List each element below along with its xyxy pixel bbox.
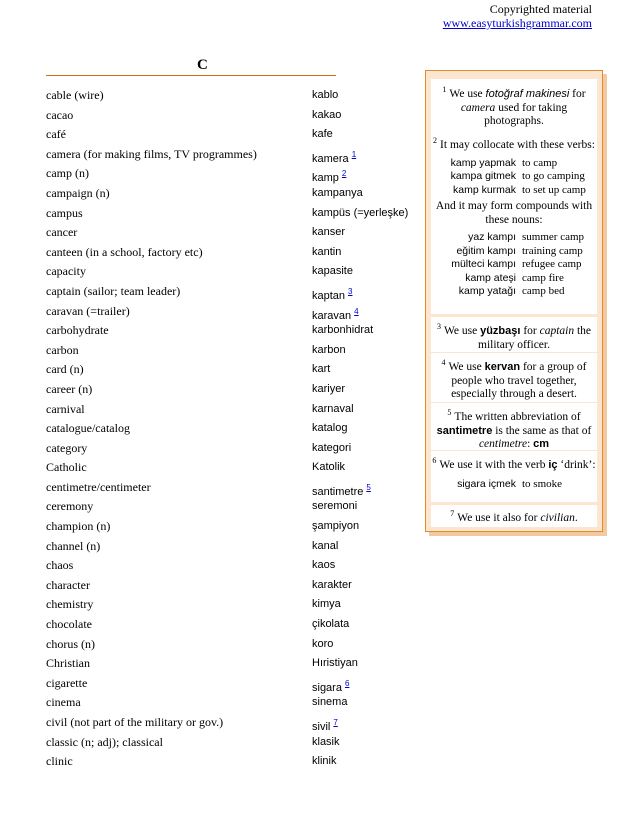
turkish-phrase: kamp ateşi [465,271,516,284]
footnote-link[interactable]: 6 [344,678,350,688]
turkish-phrase: kamp yapmak [450,156,516,169]
english-term: champion (n) [46,519,111,534]
vocab-row [46,674,416,694]
english-term: card (n) [46,362,84,377]
english-phrase: camp fire [522,271,564,284]
turkish-term: kafe [312,128,333,141]
english-term: chaos [46,558,74,573]
vocab-row [46,243,416,263]
vocab-row [46,125,416,145]
vocab-row [46,517,416,537]
vocab-row [46,439,416,459]
turkish-term: sigara $^6$ [312,678,350,694]
footnote-link[interactable]: 5 [366,482,371,492]
english-phrase: training camp [522,244,583,257]
english-term: catalogue/catalog [46,421,130,436]
turkish-term: kariyer [312,382,346,395]
footnote-link[interactable]: 4 [354,306,359,316]
turkish-phrase: kamp yatağı [458,285,516,297]
turkish-term: kapasite [312,265,353,278]
english-term: career (n) [46,381,93,396]
turkish-term: kamp $^2$ [312,169,347,185]
footnote-link[interactable]: 3 [348,286,353,296]
vocab-row [46,341,416,361]
phrase-pair [431,285,597,299]
vocab-row [46,478,416,498]
english-term: caravan (=trailer) [46,303,130,318]
english-term: cancer [46,225,78,240]
vocab-row [46,223,416,243]
turkish-term: Katolik [312,461,346,474]
turkish-term: karnaval [312,402,354,415]
vocab-row [46,106,416,126]
turkish-term: koro [312,637,334,650]
vocab-row [46,497,416,517]
vocab-row [46,733,416,753]
note-4: $^4$ We use kervan for a group of people who travel together, especially through a desert. [431,353,597,402]
vocabulary-list [46,86,416,772]
english-term: carbohydrate [46,323,109,338]
compound-list [431,231,597,299]
footnote-link[interactable]: 7 [333,718,338,727]
vocab-row [46,400,416,420]
english-term: character [46,577,90,592]
turkish-term: kampanya [312,186,363,199]
section-letter: C [197,57,208,73]
footnote-link[interactable]: 1 [351,149,357,159]
turkish-term: şampiyon [312,520,360,533]
phrase-pair [431,157,597,171]
vocab-row [46,419,416,439]
phrase-pair [431,170,597,184]
turkish-term: kantin [312,245,342,258]
vocab-row [46,615,416,635]
turkish-term: seremoni [312,500,358,513]
vocab-row [46,164,416,184]
compounds-intro: And it may form compounds with these nouns: [435,200,593,226]
english-term: ceremony [46,499,94,514]
english-phrase: camp bed [522,285,565,297]
turkish-phrase: kampa gitmek [450,170,516,182]
note-5: $^5$ The written abbreviation of santimetre is the same as that of centimetre: cm [431,403,597,450]
section-heading [46,58,336,76]
english-phrase: refugee camp [522,258,582,270]
vocab-row [46,204,416,224]
turkish-term: kablo [312,89,339,101]
vocab-row [46,86,416,106]
turkish-term: karbonhidrat [312,324,374,337]
english-phrase: to go camping [522,170,585,182]
vocab-row [46,262,416,282]
vocab-row [46,576,416,596]
english-term: cigarette [46,675,88,690]
vocab-row [46,713,416,733]
english-term: capacity [46,264,86,279]
english-term: centimetre/centimeter [46,479,151,494]
english-term: chocolate [46,617,92,632]
turkish-term: kampüs (=yerleşke) [312,206,409,219]
turkish-phrase: eğitim kampı [456,244,516,257]
vocab-row [46,282,416,302]
turkish-term: santimetre $^5$ [312,482,371,498]
website-link[interactable]: www.easyturkishgrammar.com [442,16,592,30]
note-2: $^2$ It may collocate with these verbs: kamp yapmak to camp kampa gitmek to go camping kamp kurmak to set up camp And it may form compounds with these nouns: yaz kampı summer camp eğitim kampı training camp mülteci kampı refugee camp kamp ateşi camp fire kamp yatağı camp bed [431,131,597,314]
vocab-row [46,654,416,674]
english-term: camp (n) [46,166,89,181]
english-term: canteen (in a school, factory etc) [46,244,203,259]
turkish-term: Hıristiyan [312,657,358,670]
english-term: campus [46,205,83,220]
phrase-pair [431,272,597,286]
vocab-row [46,752,416,772]
english-term: channel (n) [46,538,101,553]
phrase-pair [431,231,597,245]
turkish-term: klasik [312,735,340,748]
english-term: carbon [46,342,79,357]
turkish-term: karbon [312,343,346,356]
english-term: captain (sailor; team leader) [46,283,181,298]
copyright-text: Copyrighted material [489,2,592,16]
footnote-link[interactable]: 2 [341,169,347,179]
phrase-pair [431,245,597,259]
turkish-phrase: yaz kampı [468,231,516,243]
vocab-row [46,302,416,322]
english-term: civil (not part of the military or gov.) [46,715,224,729]
english-term: cable (wire) [46,88,104,102]
turkish-term: kimya [312,598,341,611]
english-term: clinic [46,754,73,769]
english-term: category [46,440,88,455]
phrase-pair [431,184,597,198]
english-phrase: summer camp [522,231,585,243]
turkish-term: çikolata [312,618,350,631]
turkish-term: klinik [312,755,337,768]
note-3: $^3$ We use yüzbaşı for captain the military officer. [431,317,597,352]
notes-panel [425,70,603,532]
vocab-row [46,458,416,478]
turkish-term: kanser [312,226,346,239]
phrase-pair [431,258,597,272]
english-term: chemistry [46,597,94,612]
english-term: café [46,127,66,142]
vocab-row [46,693,416,713]
turkish-term: sinema [312,696,348,709]
turkish-term: karavan $^4$ [312,306,359,322]
vocab-row [46,360,416,380]
vocab-row [46,145,416,165]
turkish-phrase: kamp kurmak [452,183,516,196]
english-term: carnival [46,401,85,416]
turkish-term: sivil $^7$ [312,718,338,733]
turkish-term: kaptan $^3$ [312,286,353,302]
turkish-term: karakter [312,578,352,591]
collocation-list [431,157,597,198]
english-term: campaign (n) [46,185,110,200]
english-term: camera (for making films, TV programmes) [46,146,257,161]
vocab-row [46,537,416,557]
vocab-row [46,184,416,204]
english-term: chorus (n) [46,636,95,651]
turkish-term: kart [312,363,331,376]
vocab-row [46,556,416,576]
english-phrase: to camp [522,156,558,169]
note-7: $^7$ We use it also for civilian. [431,505,597,527]
english-term: cacao [46,107,74,122]
english-term: cinema [46,695,81,710]
vocab-row [46,635,416,655]
turkish-term: kategori [312,441,352,454]
copyright-header [443,2,592,30]
note-6: $^6$ We use it with the verb iç ‘drink’: sigara içmek to smoke [431,451,597,502]
note-1: $^1$ We use fotoğraf makinesi for camera used for taking photographs. [431,79,597,131]
english-term: Catholic [46,460,87,475]
vocab-row [46,595,416,615]
turkish-term: kamera $^1$ [312,149,357,165]
english-term: classic (n; adj); classical [46,734,163,749]
turkish-term: kaos [312,559,336,572]
vocab-row [46,380,416,400]
english-term: Christian [46,656,90,671]
turkish-term: katalog [312,422,348,435]
turkish-phrase: mülteci kampı [451,258,516,270]
vocab-row [46,321,416,341]
english-phrase: to set up camp [522,183,586,196]
turkish-term: kanal [312,539,339,552]
turkish-term: kakao [312,108,342,121]
